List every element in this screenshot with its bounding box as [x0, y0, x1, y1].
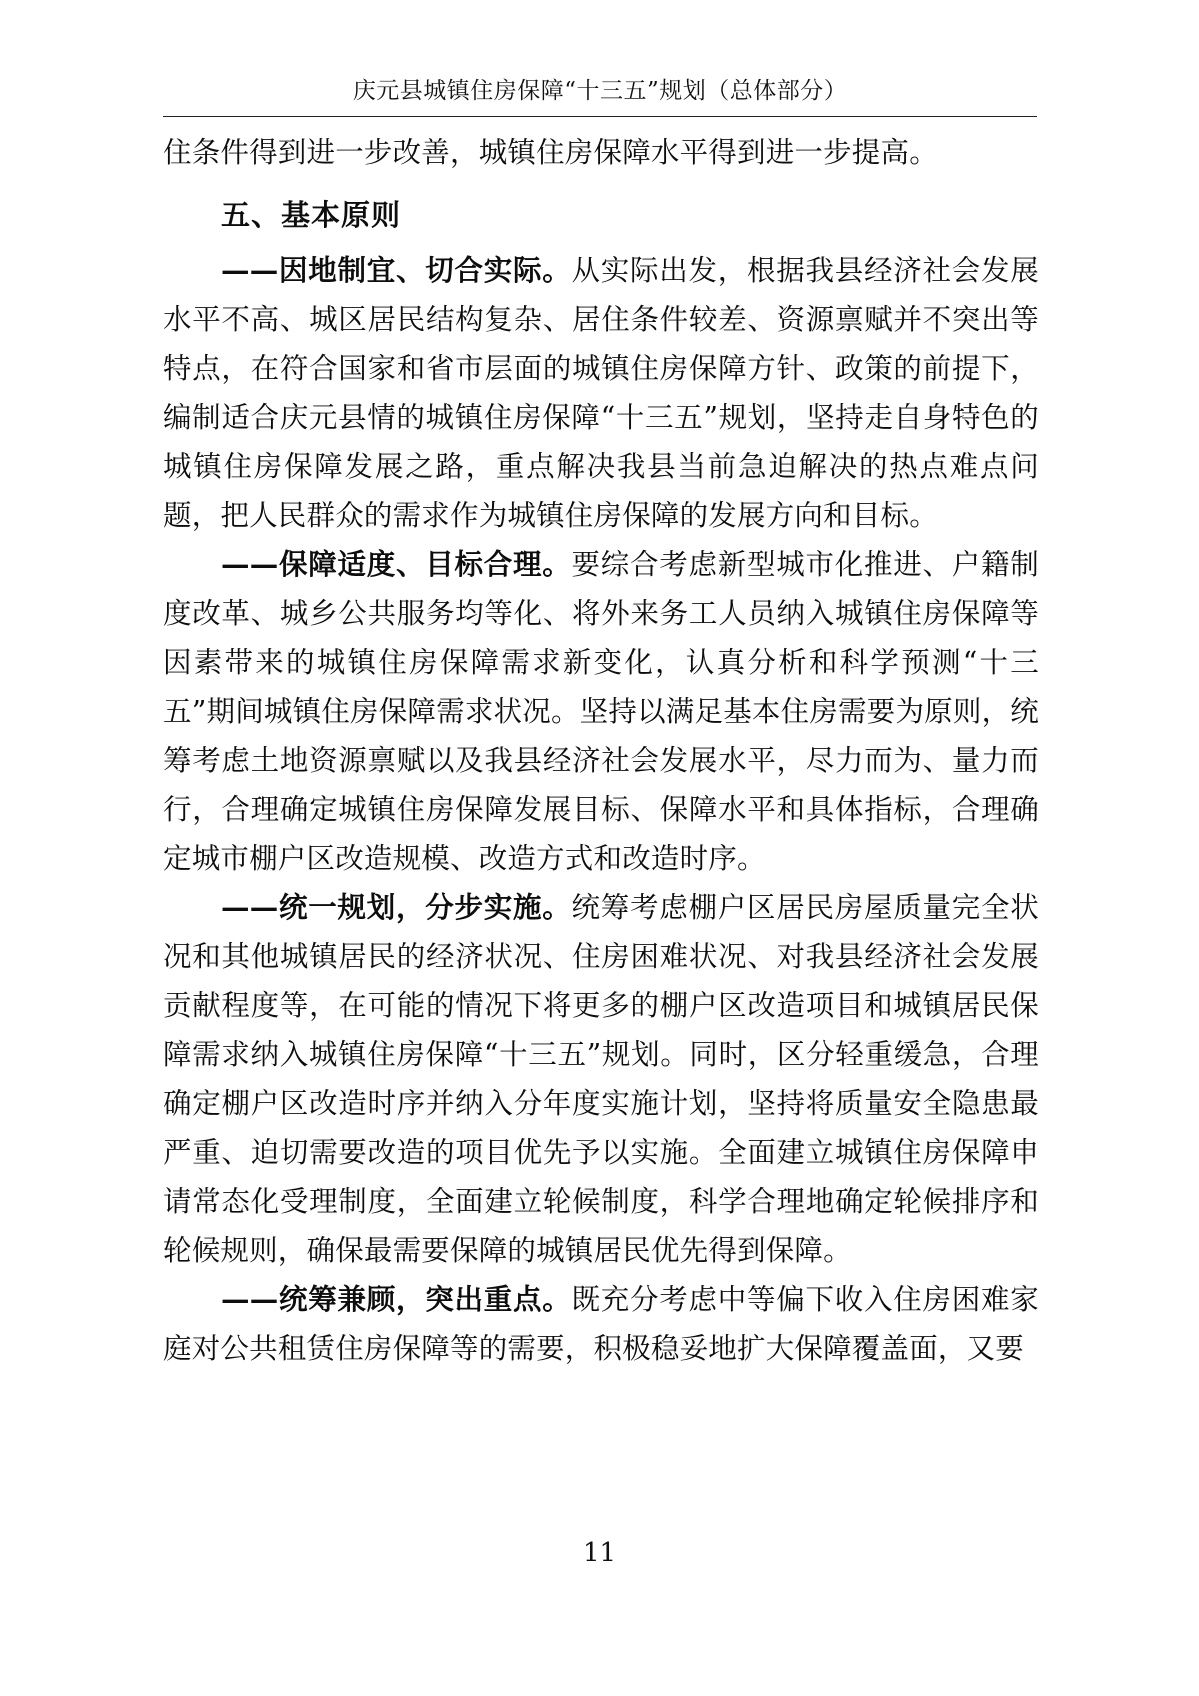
principle-paragraph-4 [163, 1275, 1039, 1373]
page-number: 11 [582, 1538, 617, 1568]
principle-paragraph-2 [163, 540, 1039, 883]
header-divider [163, 116, 1037, 117]
principle-paragraph-3 [163, 883, 1039, 1275]
principle-text-4: 既充分考虑中等偏下收入住房困难家庭对公共租赁住房保障等的需要，积极稳妥地扩大保障覆盖面，又要 [163, 1283, 1040, 1365]
principle-text-2: 要综合考虑新型城市化推进、户籍制度改革、城乡公共服务均等化、将外来务工人员纳入城镇住房保障等因素带来的城镇住房保障需求新变化，认真分析和科学预测“十三五”期间城镇住房保障需求状况。坚持以满足基本住房需要为原则，统筹考虑土地资源禀赋以及我县经济社会发展水平，尽力而为、量力而行，合理确定城镇住房保障发展目标、保障水平和具体指标，合理确定城市棚户区改造规模、改造方式和改造时序。 [163, 548, 1040, 875]
principle-paragraph-1 [163, 246, 1039, 540]
principle-lead-2: ——保障适度、目标合理。 [221, 547, 572, 581]
running-header: 庆元县城镇住房保障“十三五”规划（总体部分） [352, 78, 848, 104]
principle-lead-1: ——因地制宜、切合实际。 [221, 253, 572, 287]
section-heading: 五、基本原则 [221, 198, 402, 232]
principle-lead-4: ——统筹兼顾，突出重点。 [221, 1282, 572, 1316]
principle-text-3: 统筹考虑棚户区居民房屋质量完全状况和其他城镇居民的经济状况、住房困难状况、对我县经济社会发展贡献程度等，在可能的情况下将更多的棚户区改造项目和城镇居民保障需求纳入城镇住房保障“十三五”规划。同时，区分轻重缓急，合理确定棚户区改造时序并纳入分年度实施计划，坚持将质量安全隐患最严重、迫切需要改造的项目优先予以实施。全面建立城镇住房保障申请常态化受理制度，全面建立轮候制度，科学合理地确定轮候排序和轮候规则，确保最需要保障的城镇居民优先得到保障。 [163, 891, 1040, 1267]
continued-paragraph: 住条件得到进一步改善，城镇住房保障水平得到进一步提高。 [163, 136, 938, 169]
principle-lead-3: ——统一规划，分步实施。 [221, 890, 572, 924]
principle-text-1: 从实际出发，根据我县经济社会发展水平不高、城区居民结构复杂、居住条件较差、资源禀赋并不突出等特点，在符合国家和省市层面的城镇住房保障方针、政策的前提下，编制适合庆元县情的城镇住房保障“十三五”规划，坚持走自身特色的城镇住房保障发展之路，重点解决我县当前急迫解决的热点难点问题，把人民群众的需求作为城镇住房保障的发展方向和目标。 [163, 254, 1040, 532]
page-content [163, 128, 1039, 1373]
